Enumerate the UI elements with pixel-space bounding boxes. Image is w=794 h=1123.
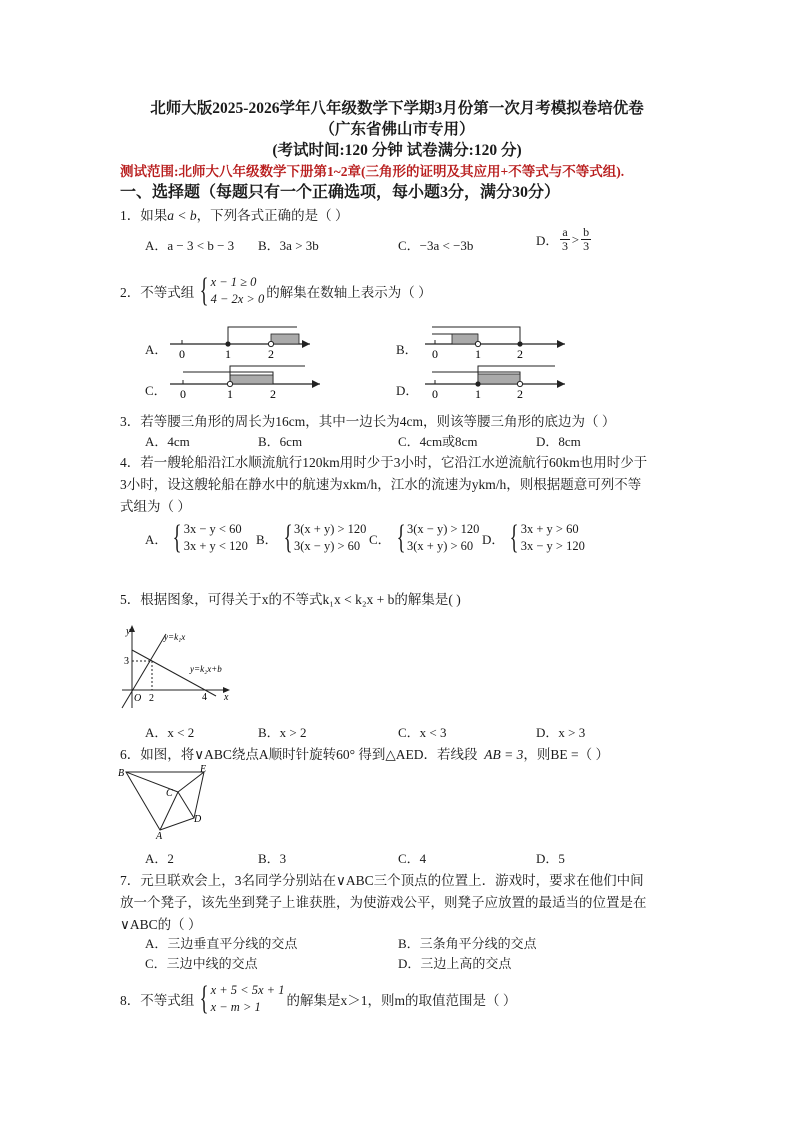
svg-text:2: 2 — [517, 387, 523, 401]
section-title: 一、选择题（每题只有一个正确选项，每小题3分，满分30分） — [120, 184, 561, 201]
svg-text:B: B — [118, 768, 125, 779]
svg-text:2: 2 — [270, 387, 276, 401]
exam-title: 北师大版2025-2026学年八年级数学下学期3月份第一次月考模拟卷培优卷 — [150, 100, 644, 117]
q2-option-c-number-line[interactable] — [165, 362, 325, 402]
q3-option-a[interactable]: A．4cm — [145, 434, 190, 449]
svg-text:2: 2 — [268, 347, 274, 361]
svg-text:y=k₂x+b: y=k₂x+b — [190, 664, 222, 674]
q6-option-a[interactable]: A．2 — [145, 851, 174, 866]
q1-option-d[interactable]: D． $\frac{a}{3}$ > $\frac{b}{3}$ — [536, 225, 590, 253]
q4-option-c[interactable]: C． { 3(x − y) > 120 3(x + y) > 60 — [369, 519, 480, 556]
exam-subtitle: （广东省佛山市专用） — [319, 121, 475, 138]
inequality-system: { x + 5 < 5x + 1 x − m > 1 — [199, 980, 285, 1017]
exam-info: (考试时间:120 分钟 试卷满分:120 分) — [272, 142, 522, 159]
svg-text:1: 1 — [475, 347, 481, 361]
svg-text:O: O — [134, 693, 142, 704]
q3-option-c[interactable]: C．4cm或8cm — [398, 434, 478, 449]
q4-option-d[interactable]: D． { 3x + y > 60 3x − y > 120 — [482, 519, 585, 556]
question-2-stem: 2．不等式组 { x − 1 ≥ 0 4 − 2x > 0 的解集在数轴上表示为（ ） — [120, 272, 432, 309]
q6-option-c[interactable]: C．4 — [398, 851, 427, 866]
question-8-stem: 8．不等式组 { x + 5 < 5x + 1 x − m > 1 的解集是x＞1，则m的取值范围是（ ） — [120, 980, 517, 1017]
inequality-system: { 3x + y > 60 3x − y > 120 — [510, 519, 585, 556]
q3-option-b[interactable]: B．6cm — [258, 434, 303, 449]
question-4-line-1: 4．若一艘轮船沿江水顺流航行120km用时少于3小时，它沿江水逆流航行60km也用时少于 — [120, 455, 648, 470]
question-7-line-3: ∨ABC的（ ） — [120, 917, 202, 932]
svg-text:1: 1 — [227, 387, 233, 401]
svg-text:2: 2 — [517, 347, 523, 361]
q2-option-a-number-line[interactable] — [165, 322, 315, 362]
question-7-line-2: 放一个凳子，该先坐到凳子上谁获胜，为使游戏公平，则凳子应放置的最适当的位置是在 — [120, 895, 647, 910]
question-5-stem: 5．根据图象，可得关于x的不等式k₁x < k₂x + b的解集是( ) — [120, 592, 461, 607]
q5-option-c[interactable]: C．x < 3 — [398, 725, 447, 740]
q5-option-b[interactable]: B．x > 2 — [258, 725, 307, 740]
inequality-system: { x − 1 ≥ 0 4 − 2x > 0 — [199, 272, 265, 309]
q4-option-a[interactable]: A． { 3x − y < 60 3x + y < 120 — [145, 519, 248, 556]
question-1-stem: 1．如果a < b，下列各式正确的是（ ） — [120, 208, 349, 223]
q7-option-d[interactable]: D．三边上高的交点 — [398, 956, 512, 971]
q2-option-d-number-line[interactable] — [420, 362, 570, 402]
q1-option-a[interactable]: A．a − 3 < b − 3 — [145, 238, 235, 253]
svg-text:1: 1 — [225, 347, 231, 361]
q7-option-b[interactable]: B．三条角平分线的交点 — [398, 936, 537, 951]
q5-option-a[interactable]: A．x < 2 — [145, 725, 195, 740]
q1-option-b[interactable]: B．3a > 3b — [258, 238, 319, 253]
q1-condition: a < b — [167, 208, 197, 223]
svg-text:1: 1 — [475, 387, 481, 401]
fraction: $\frac{a}{3}$ — [562, 225, 569, 253]
q3-option-d[interactable]: D．8cm — [536, 434, 581, 449]
q2-option-d-label[interactable]: D． — [396, 383, 419, 398]
q6-option-b[interactable]: B．3 — [258, 851, 287, 866]
svg-text:A: A — [156, 831, 163, 840]
svg-text:0: 0 — [432, 387, 438, 401]
svg-text:x: x — [224, 692, 229, 703]
q6-option-d[interactable]: D．5 — [536, 851, 565, 866]
svg-text:3: 3 — [124, 656, 129, 667]
svg-text:y=k₁x: y=k₁x — [164, 632, 186, 642]
svg-text:0: 0 — [180, 387, 186, 401]
svg-text:0: 0 — [179, 347, 185, 361]
svg-text:2: 2 — [149, 693, 154, 704]
svg-text:D: D — [194, 814, 202, 825]
svg-text:C: C — [166, 788, 173, 799]
q2-option-b-number-line[interactable] — [420, 322, 570, 362]
question-7-line-1: 7．元旦联欢会上，3名同学分别站在∨ABC三个顶点的位置上．游戏时，要求在他们中间 — [120, 873, 644, 888]
test-scope: 测试范围:北师大八年级数学下册第1~2章(三角形的证明及其应用+不等式与不等式组). — [120, 164, 625, 179]
svg-text:E: E — [200, 764, 207, 775]
q6-figure — [116, 764, 216, 840]
q2-option-c-label[interactable]: C． — [145, 383, 167, 398]
q1-option-c[interactable]: C．−3a < −3b — [398, 238, 474, 253]
q5-option-d[interactable]: D．x > 3 — [536, 725, 586, 740]
svg-text:4: 4 — [202, 692, 207, 703]
q2-option-b-label[interactable]: B． — [396, 342, 418, 357]
inequality-system: { 3(x + y) > 120 3(x − y) > 60 — [283, 519, 367, 556]
question-3-stem: 3．若等腰三角形的周长为16cm，其中一边长为4cm，则该等腰三角形的底边为（ ） — [120, 414, 616, 429]
q5-graph — [118, 622, 234, 714]
fraction: $\frac{b}{3}$ — [583, 225, 590, 253]
q7-option-c[interactable]: C．三边中线的交点 — [145, 956, 258, 971]
svg-text:0: 0 — [432, 347, 438, 361]
question-4-line-3: 式组为（ ） — [120, 499, 191, 514]
svg-text:y: y — [126, 626, 131, 637]
question-4-line-2: 3小时，设这艘轮船在静水中的航速为xkm/h，江水的流速为ykm/h，则根据题意可列不等 — [120, 477, 642, 492]
inequality-system: { 3(x − y) > 120 3(x + y) > 60 — [396, 519, 480, 556]
q4-option-b[interactable]: B． { 3(x + y) > 120 3(x − y) > 60 — [256, 519, 367, 556]
q7-option-a[interactable]: A．三边垂直平分线的交点 — [145, 936, 298, 951]
question-6-stem: 6．如图，将∨ABC绕点A顺时针旋转60° 得到△AED．若线段 AB = 3，则BE =（ ） — [120, 747, 610, 762]
inequality-system: { 3x − y < 60 3x + y < 120 — [173, 519, 248, 556]
q2-option-a-label[interactable]: A． — [145, 342, 168, 357]
